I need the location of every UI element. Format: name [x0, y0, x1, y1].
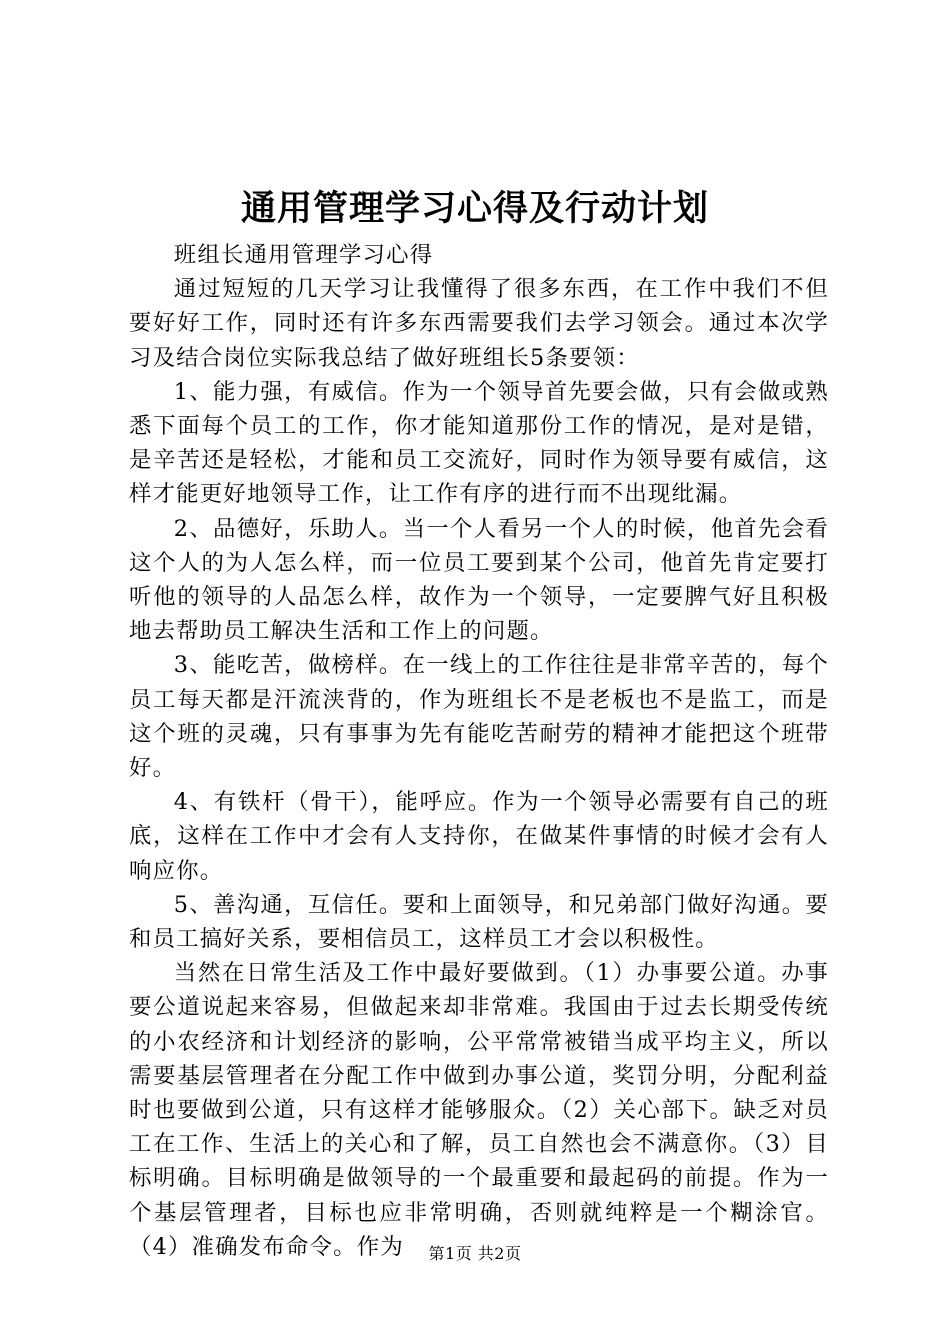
document-body — [129, 238, 829, 1264]
page-number-footer: 第1页 共2页 — [428, 1244, 522, 1263]
paragraph-point-2: 2、品德好，乐助人。当一个人看另一个人的时候，他首先会看这个人的为人怎么样，而一位员工要到某个公司，他首先肯定要打听他的领导的人品怎么样，故作为一个领导，一定要脾气好且积极地去帮助员工解决生活和工作上的问题。 — [129, 515, 829, 645]
section-heading: 班组长通用管理学习心得 — [173, 242, 434, 268]
paragraph-daily-practice: 当然在日常生活及工作中最好要做到。（1）办事要公道。办事要公道说起来容易，但做起来却非常难。我国由于过去长期受传统的小农经济和计划经济的影响，公平常常被错当成平均主义，所以需要基层管理者在分配工作中做到办事公道，奖罚分明，分配利益时也要做到公道，只有这样才能够服众。（2）关心部下。缺乏对员工在工作、生活上的关心和了解，员工自然也会不满意你。（3）目标明确。目标明确是做领导的一个最重要和最起码的前提。作为一个基层管理者，目标也应非常明确，否则就纯粹是一个糊涂官。（4）准确发布命令。作为 — [129, 960, 829, 1260]
document-title: 通用管理学习心得及行动计划 — [240, 189, 709, 229]
paragraph-point-3: 3、能吃苦，做榜样。在一线上的工作往往是非常辛苦的，每个员工每天都是汗流浃背的，作为班组长不是老板也不是监工，而是这个班的灵魂，只有事事为先有能吃苦耐劳的精神才能把这个班带好。 — [129, 652, 829, 782]
paragraph-point-5: 5、善沟通，互信任。要和上面领导，和兄弟部门做好沟通。要和员工搞好关系，要相信员工，这样员工才会以积极性。 — [129, 891, 829, 953]
paragraph-intro: 通过短短的几天学习让我懂得了很多东西，在工作中我们不但要好好工作，同时还有许多东西需要我们去学习领会。通过本次学习及结合岗位实际我总结了做好班组长5条要领： — [129, 276, 829, 371]
paragraph-point-4: 4、有铁杆（骨干），能呼应。作为一个领导必需要有自己的班底，这样在工作中才会有人支持你，在做某件事情的时候才会有人响应你。 — [129, 789, 829, 884]
paragraph-point-1: 1、能力强，有威信。作为一个领导首先要会做，只有会做或熟悉下面每个员工的工作，你才能知道那份工作的情况，是对是错，是辛苦还是轻松，才能和员工交流好，同时作为领导要有威信，这样才能更好地领导工作，让工作有序的进行而不出现纰漏。 — [129, 378, 829, 508]
